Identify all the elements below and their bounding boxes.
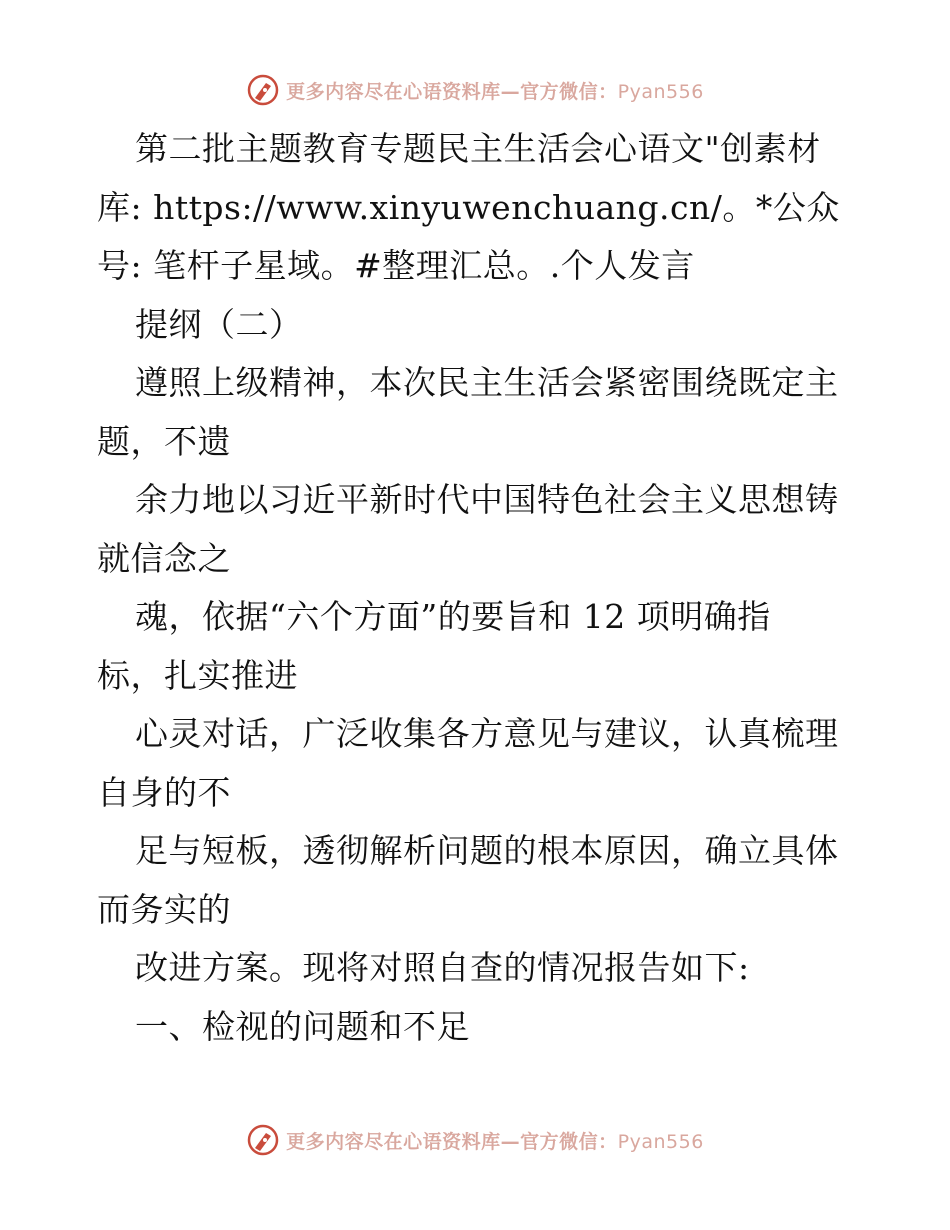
- text-line: 余力地以习近平新时代中国特色社会主义思想铸: [135, 480, 839, 519]
- text-line: 标，扎实推进: [97, 655, 298, 695]
- text-line: 遵照上级精神，本次民主生活会紧密围绕既定主: [135, 363, 839, 402]
- header-watermark: [0, 70, 950, 110]
- text-line: 就信念之: [97, 538, 231, 578]
- pen-nib-icon: [246, 73, 280, 107]
- section-heading: 一、检视的问题和不足: [135, 1006, 470, 1046]
- text-line: 第二批主题教育专题民主生活会心语文"创素材: [135, 129, 821, 168]
- watermark-wechat-id: Pyan556: [617, 80, 704, 103]
- watermark-text: 更多内容尽在心语资料库—官方微信：: [286, 1130, 618, 1153]
- watermark-wechat-id: Pyan556: [617, 1130, 704, 1153]
- document-body: [97, 120, 857, 1056]
- text-line: 改进方案。现将对照自查的情况报告如下:: [135, 948, 750, 987]
- text-line: 提纲（二）: [135, 304, 303, 344]
- text-line: 库: https://www.xinyuwenchuang.cn/。*公众: [97, 187, 840, 227]
- pen-nib-icon: [246, 1123, 280, 1157]
- watermark-text: 更多内容尽在心语资料库—官方微信：: [286, 80, 618, 103]
- text-line: 而务实的: [97, 889, 231, 929]
- text-line: 题，不遗: [97, 421, 231, 461]
- text-line: 心灵对话，广泛收集各方意见与建议，认真梳理: [135, 714, 839, 753]
- text-line: 足与短板，透彻解析问题的根本原因，确立具体: [135, 831, 839, 870]
- text-line: 号: 笔杆子星域。#整理汇总。.个人发言: [97, 246, 695, 285]
- footer-watermark: [0, 1120, 950, 1160]
- text-line: 自身的不: [97, 772, 231, 812]
- text-line: 魂，依据“六个方面”的要旨和 12 项明确指: [135, 597, 771, 636]
